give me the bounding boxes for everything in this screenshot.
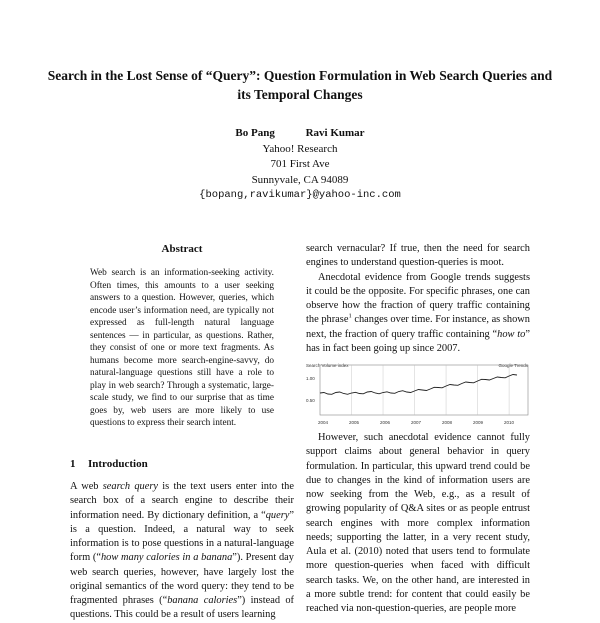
x-tick-label: 2009: [473, 420, 484, 425]
author-affiliation: Yahoo! Research: [262, 142, 338, 155]
text-run: ”) instead of questions. This could be a result of users learning: [70, 595, 294, 621]
section-number: 1: [70, 457, 76, 470]
y-tick-label: 1.00: [306, 376, 315, 381]
phrase-italic: how to: [497, 328, 526, 340]
author-street: 701 First Ave: [270, 158, 330, 170]
text-run: Anecdotal evidence from Google trends suggests it could be the opposite. For specific phrases, one can observe how the fraction of query traffic containing the phrase: [306, 271, 530, 326]
text-run: ”). Present day web search queries, however, have largely lost the original semantics of the word query: they tend to be fragmented phrases (“: [70, 552, 294, 606]
right-column: [306, 242, 530, 616]
trend-right-label: Google Trends: [498, 363, 528, 368]
text-run: changes over time. For instance, as shown next, the fraction of query traffic containing “: [306, 314, 530, 340]
trend-left-label: Search Volume index: [306, 363, 349, 368]
intro-paragraph: [70, 480, 294, 623]
x-tick-label: 2008: [442, 420, 453, 425]
left-column: [70, 242, 294, 623]
paper-title: Search in the Lost Sense of “Query”: Question Formulation in Web Search Queries and its Temporal Changes: [47, 68, 553, 102]
text-run: A web: [70, 481, 103, 492]
body-paragraph: However, such anecdotal evidence cannot fully support claims about general behavior in query formulation. In particular, this upward trend could be due to changes in the kind of information users are now seeking from the Web, e.g., as a result of growing popularity of Q&A sites or as people entrust search engines with more complex information needs; supporting the latter, in a very recent study, Aula et al. (2010) noted that users tend to formulate more question-queries when faced with difficult search tasks. We, on the other hand, are interested in a more subtle trend: for content that could easily be reached via non-question-queries, are people more: [306, 432, 530, 614]
term-italic: query: [265, 509, 290, 521]
abstract-heading: Abstract: [161, 243, 203, 255]
author-names: [150, 126, 450, 142]
term-italic: search query: [102, 481, 158, 492]
body-paragraph: search vernacular? If true, then the need for search engines to understand question-queries is moot.: [306, 243, 530, 269]
trend-plot: [306, 359, 530, 417]
x-tick-label: 2004: [318, 420, 329, 425]
body-paragraph: [306, 271, 530, 357]
x-tick-label: 2007: [411, 420, 422, 425]
abstract-text: Web search is an information-seeking activity. Often times, this amounts to a user seeking answers to a question. However, queries, which encode user’s information need, are typically not expressed as full-length natural language sentences — in particular, as questions. Rather, they consist of one or more text fragments. As humans become more search-engine-savvy, do natural-language questions still have a role to play in web search? Through a systematic, large-scale study, we find to our surprise that as time goes by, web users are more likely to use questions to express their search intent.: [90, 268, 274, 429]
author-city: Sunnyvale, CA 94089: [251, 173, 349, 186]
text-run: ” is a question. Indeed, a natural way to seek information is to pose questions in a natural-language form (“: [70, 509, 294, 564]
y-tick-label: 0.50: [306, 398, 315, 403]
x-tick-label: 2010: [504, 420, 515, 425]
author-email: {bopang,ravikumar}@yahoo-inc.com: [199, 189, 401, 201]
example-italic: how many calories in a banana: [100, 552, 233, 564]
x-tick-label: 2006: [380, 420, 391, 425]
example-italic: banana calories: [167, 595, 238, 606]
x-tick-label: 2005: [349, 420, 360, 425]
author-name: Bo Pang: [235, 127, 275, 139]
author-block: [150, 126, 450, 204]
series-line-how-to: [320, 375, 517, 395]
author-name: Ravi Kumar: [305, 127, 365, 139]
text-run: is the text users enter into the search box of a search engine to describe their information need. By dictionary definition, a “: [70, 481, 294, 521]
section-title: Introduction: [88, 457, 148, 470]
text-run: ” has in fact been going up since 2007.: [306, 328, 530, 354]
trend-chart: [306, 359, 530, 425]
footnote-marker[interactable]: 1: [348, 312, 352, 320]
section-heading: [70, 457, 294, 471]
